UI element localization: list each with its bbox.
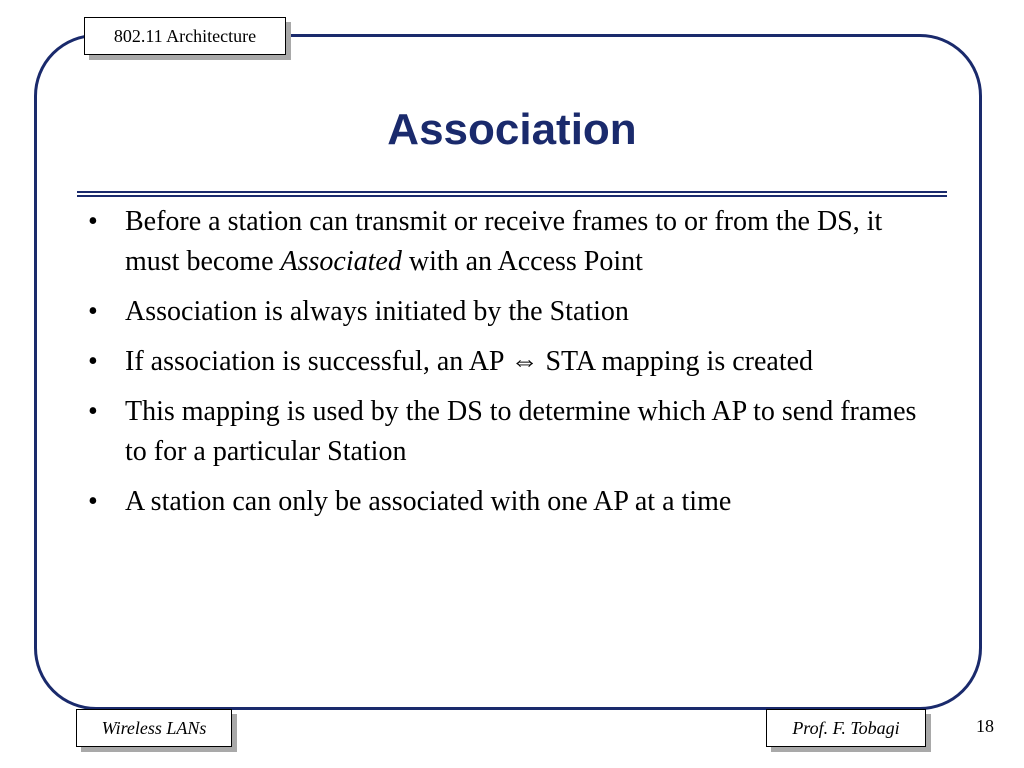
bullet-dot-icon: • — [88, 206, 98, 237]
bullet-emphasis: Associated — [280, 246, 402, 277]
bullet-text-part: with an Access Point — [401, 246, 643, 277]
bullet-item — [88, 482, 928, 522]
bullet-item — [88, 202, 928, 282]
bullet-dot-icon: • — [88, 396, 98, 427]
bullet-text-part: Before a station can transmit or receive frames to or from the DS, it must become — [125, 206, 883, 277]
course-label: Wireless LANs — [101, 717, 207, 738]
bullet-text-part: STA mapping is created — [538, 346, 814, 377]
bullet-item — [88, 292, 928, 332]
double-arrow-icon: ⇔ — [510, 346, 539, 377]
bullet-dot-icon: • — [88, 346, 98, 377]
page-number: 18 — [976, 716, 994, 736]
author-label: Prof. F. Tobagi — [792, 717, 900, 738]
title-divider — [77, 191, 947, 197]
section-label: 802.11 Architecture — [113, 25, 257, 46]
bullet-text: This mapping is used by the DS to determine which AP to send frames to for a particular Station — [125, 396, 917, 467]
bullet-item — [88, 342, 928, 382]
bullet-text-part: If association is successful, an AP — [125, 346, 511, 377]
bullet-dot-icon: • — [88, 296, 98, 327]
bullet-dot-icon: • — [88, 486, 98, 517]
bullet-text: Association is always initiated by the Station — [125, 296, 629, 327]
course-label-box — [76, 709, 232, 747]
bullet-text: A station can only be associated with one AP at a time — [125, 486, 732, 517]
section-label-box — [84, 17, 286, 55]
author-label-box — [766, 709, 926, 747]
slide-title: Association — [387, 105, 637, 154]
bullet-item — [88, 392, 928, 472]
bullet-list — [88, 202, 928, 532]
